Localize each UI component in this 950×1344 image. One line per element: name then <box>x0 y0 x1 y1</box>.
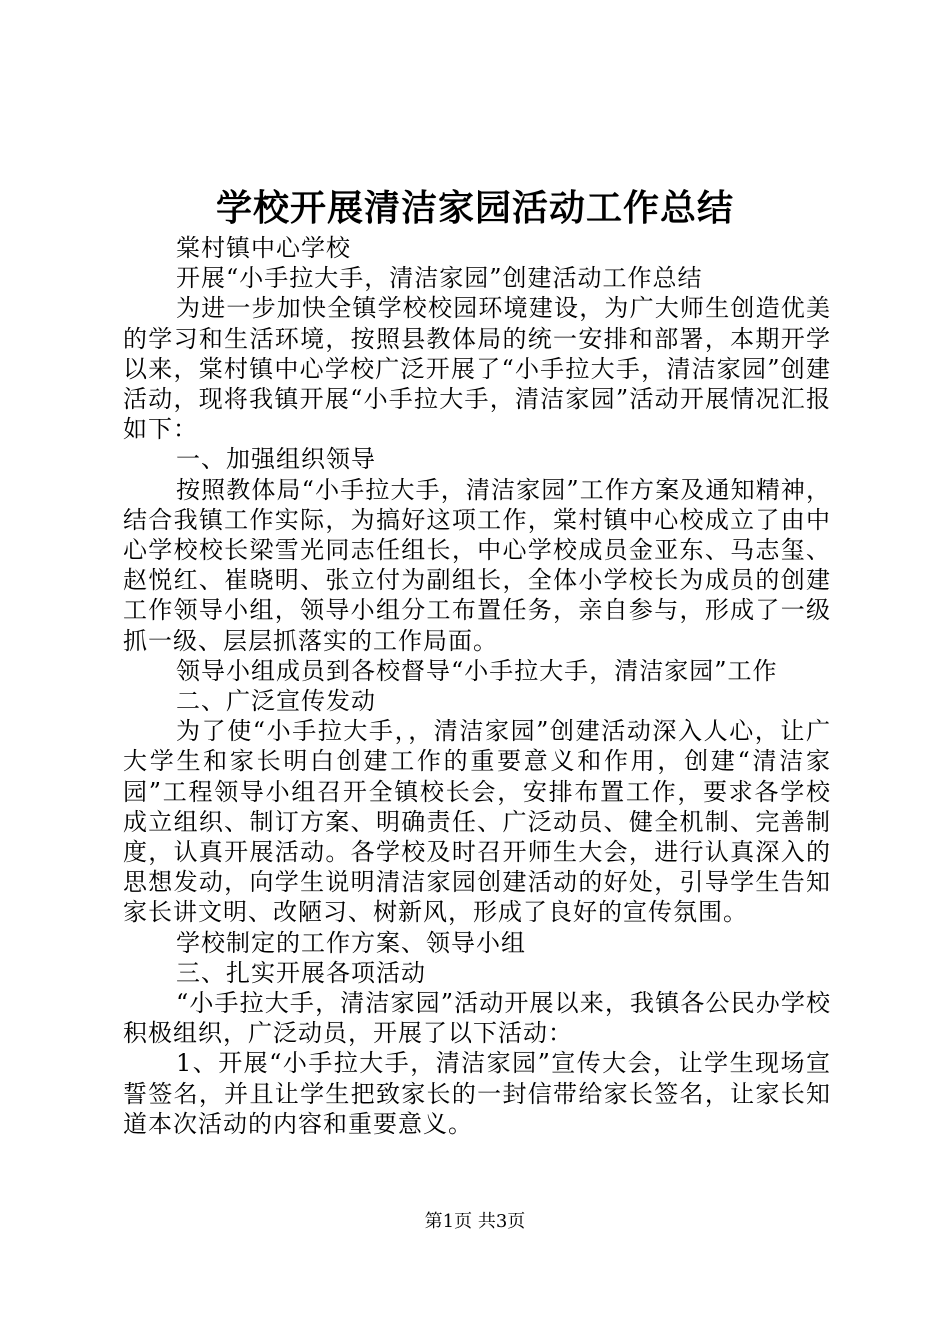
paragraph-activities-intro: “小手拉大手，清洁家园”活动开展以来，我镇各公民办学校积极组织，广泛动员，开展了以下活动： <box>123 989 831 1048</box>
paragraph-subtitle: 开展“小手拉大手，清洁家园”创建活动工作总结 <box>176 264 703 293</box>
paragraph-publicity: 为了使“小手拉大手，，清洁家园”创建活动深入人心，让广大学生和家长明白创建工作的重要意义和作用，创建“清洁家园”工程领导小组召开全镇校长会，安排布置工作，要求各学校成立组织、制订方案、明确责任、广泛动员、健全机制、完善制度，认真开展活动。各学校及时召开师生大会，进行认真深入的思想发动，向学生说明清洁家园创建活动的好处，引导学生告知家长讲文明、改陋习、树新风，形成了良好的宣传氛围。 <box>123 717 831 927</box>
paragraph-intro: 为进一步加快全镇学校校园环境建设，为广大师生创造优美的学习和生活环境，按照县教体局的统一安排和部署，本期开学以来，棠村镇中心学校广泛开展了“小手拉大手，清洁家园”创建活动，现将我镇开展“小手拉大手，清洁家园”活动开展情况汇报如下： <box>123 294 831 444</box>
paragraph-organization: 按照教体局“小手拉大手，清洁家园”工作方案及通知精神，结合我镇工作实际，为搞好这项工作，棠村镇中心校成立了由中心学校校长梁雪光同志任组长，中心学校成员金亚东、马志玺、赵悦红、崔晓明、张立付为副组长，全体小学校长为成员的创建工作领导小组，领导小组分工布置任务，亲自参与，形成了一级抓一级、层层抓落实的工作局面。 <box>123 475 831 655</box>
paragraph-school-name: 棠村镇中心学校 <box>176 234 351 262</box>
paragraph-activity-1: 1、开展“小手拉大手，清洁家园”宣传大会，让学生现场宣誓签名，并且让学生把致家长的一封信带给家长签名，让家长知道本次活动的内容和重要意义。 <box>123 1049 831 1138</box>
document-body <box>123 233 831 1139</box>
document-title: 学校开展清洁家园活动工作总结 <box>215 187 734 229</box>
section-heading-3: 三、扎实开展各项活动 <box>176 958 426 987</box>
section-heading-2: 二、广泛宣传发动 <box>176 687 376 716</box>
section-heading-1: 一、加强组织领导 <box>176 445 376 474</box>
paragraph-work-plan: 学校制定的工作方案、领导小组 <box>176 928 526 957</box>
paragraph-supervision: 领导小组成员到各校督导“小手拉大手，清洁家园”工作 <box>176 656 778 685</box>
page-number-footer: 第1页 共3页 <box>424 1211 526 1232</box>
